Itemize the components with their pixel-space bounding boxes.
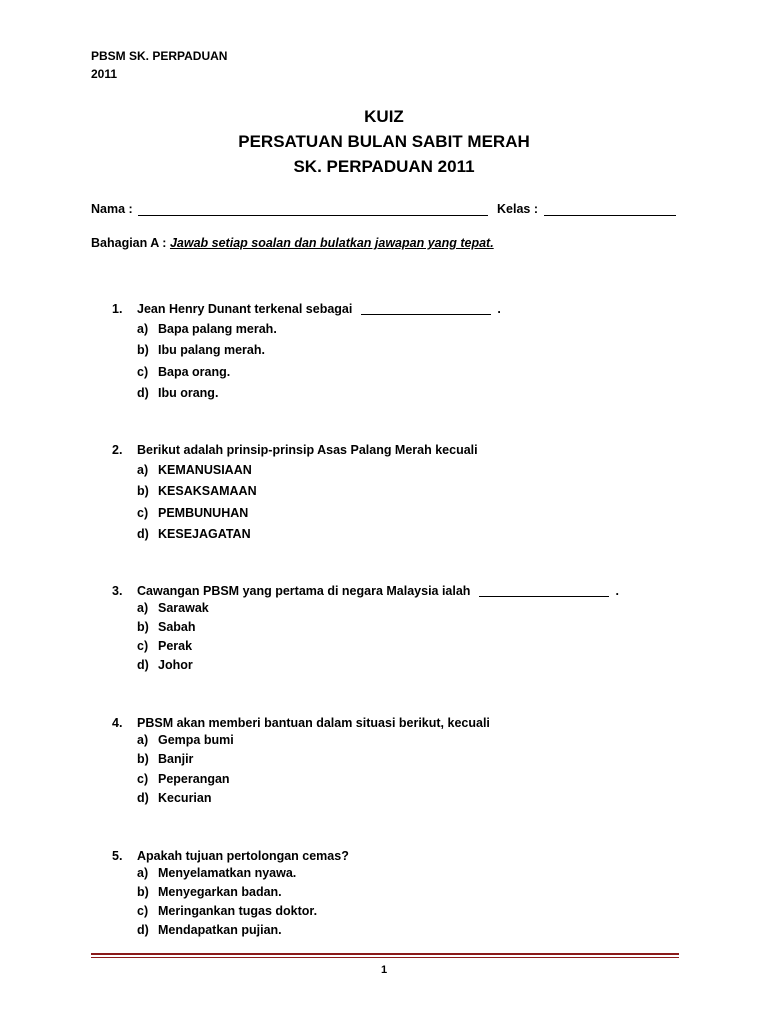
option-c[interactable] xyxy=(137,636,619,655)
option-d[interactable] xyxy=(137,789,490,809)
option-text: Mendapatkan pujian. xyxy=(158,922,282,937)
class-field-line[interactable] xyxy=(544,215,676,216)
option-text: KEMANUSIAAN xyxy=(158,462,252,477)
option-text: Kecurian xyxy=(158,791,212,806)
option-d[interactable] xyxy=(137,383,501,405)
question-number: 4. xyxy=(112,716,123,730)
option-text: Johor xyxy=(158,657,193,672)
option-b[interactable] xyxy=(137,617,619,636)
option-text: Ibu orang. xyxy=(158,386,219,401)
header-year: 2011 xyxy=(91,67,118,81)
section-instruction: Jawab setiap soalan dan bulatkan jawapan yang tepat. xyxy=(169,236,494,250)
option-letter: b) xyxy=(137,619,149,634)
option-text: Perak xyxy=(158,638,193,653)
option-text: Ibu palang merah. xyxy=(158,343,265,358)
footer-rule-thin xyxy=(91,957,679,958)
option-letter: a) xyxy=(137,865,149,880)
answer-blank[interactable] xyxy=(479,584,609,597)
option-b[interactable] xyxy=(137,481,478,503)
question-2 xyxy=(112,443,478,545)
option-letter: a) xyxy=(137,321,149,336)
option-text: Peperangan xyxy=(158,771,230,786)
option-text: Bapa orang. xyxy=(158,364,231,379)
option-text: Banjir xyxy=(158,752,194,767)
question-text: Cawangan PBSM yang pertama di negara Malaysia ialah xyxy=(137,584,471,598)
option-c[interactable] xyxy=(137,502,478,524)
name-label: Nama : xyxy=(91,202,133,216)
option-list xyxy=(137,598,619,674)
option-list xyxy=(137,730,490,808)
question-suffix: . xyxy=(615,584,619,598)
question-1 xyxy=(112,302,501,404)
question-stem xyxy=(112,443,478,457)
option-letter: b) xyxy=(137,484,149,499)
option-b[interactable] xyxy=(137,340,501,362)
header-org: PBSM SK. PERPADUAN xyxy=(91,49,228,63)
option-letter: d) xyxy=(137,527,149,542)
option-text: KESEJAGATAN xyxy=(158,527,251,542)
question-text: Apakah tujuan pertolongan cemas? xyxy=(137,849,349,863)
option-d[interactable] xyxy=(137,524,478,546)
option-text: Bapa palang merah. xyxy=(158,321,277,336)
option-letter: d) xyxy=(137,386,149,401)
question-number: 1. xyxy=(112,302,123,316)
question-number: 3. xyxy=(112,584,123,598)
option-d[interactable] xyxy=(137,920,349,939)
option-letter: c) xyxy=(137,364,149,379)
option-letter: c) xyxy=(137,903,149,918)
student-info-row xyxy=(91,200,691,220)
option-letter: d) xyxy=(137,791,149,806)
option-d[interactable] xyxy=(137,655,619,674)
question-number: 2. xyxy=(112,443,123,457)
option-text: Sabah xyxy=(158,619,196,634)
question-3 xyxy=(112,584,619,674)
option-list xyxy=(137,863,349,939)
question-stem xyxy=(112,302,501,316)
option-letter: c) xyxy=(137,771,149,786)
footer-rule xyxy=(91,953,679,955)
class-label: Kelas : xyxy=(497,202,538,216)
title-line-2: PERSATUAN BULAN SABIT MERAH xyxy=(238,132,530,151)
option-letter: b) xyxy=(137,884,149,899)
option-letter: d) xyxy=(137,922,149,937)
option-letter: d) xyxy=(137,657,149,672)
option-c[interactable] xyxy=(137,769,490,789)
title-line-1: KUIZ xyxy=(364,107,404,126)
option-c[interactable] xyxy=(137,361,501,383)
option-letter: b) xyxy=(137,343,149,358)
option-a[interactable] xyxy=(137,598,619,617)
question-4 xyxy=(112,716,490,808)
option-a[interactable] xyxy=(137,863,349,882)
option-list xyxy=(137,459,478,545)
option-text: PEMBUNUHAN xyxy=(158,505,249,520)
document-title xyxy=(0,104,768,179)
option-letter: c) xyxy=(137,638,149,653)
section-header xyxy=(91,236,494,250)
option-b[interactable] xyxy=(137,750,490,770)
option-c[interactable] xyxy=(137,901,349,920)
page-number: 1 xyxy=(380,964,388,976)
option-letter: a) xyxy=(137,732,149,747)
option-text: KESAKSAMAAN xyxy=(158,484,257,499)
option-letter: a) xyxy=(137,600,149,615)
option-a[interactable] xyxy=(137,459,478,481)
question-number: 5. xyxy=(112,849,123,863)
option-b[interactable] xyxy=(137,882,349,901)
option-a[interactable] xyxy=(137,730,490,750)
option-text: Menyegarkan badan. xyxy=(158,884,282,899)
option-letter: a) xyxy=(137,462,149,477)
question-text: PBSM akan memberi bantuan dalam situasi berikut, kecuali xyxy=(137,716,490,730)
name-field-line[interactable] xyxy=(138,215,488,216)
option-text: Sarawak xyxy=(158,600,209,615)
question-suffix: . xyxy=(497,302,501,316)
document-header xyxy=(91,47,227,83)
option-text: Menyelamatkan nyawa. xyxy=(158,865,297,880)
option-text: Meringankan tugas doktor. xyxy=(158,903,318,918)
answer-blank[interactable] xyxy=(361,302,491,315)
question-text: Berikut adalah prinsip-prinsip Asas Palang Merah kecuali xyxy=(137,443,478,457)
option-list xyxy=(137,318,501,404)
option-letter: c) xyxy=(137,505,149,520)
option-text: Gempa bumi xyxy=(158,732,234,747)
question-stem xyxy=(112,716,490,730)
question-text: Jean Henry Dunant terkenal sebagai xyxy=(137,302,353,316)
question-stem xyxy=(112,584,619,598)
title-line-3: SK. PERPADUAN 2011 xyxy=(293,157,475,176)
question-5 xyxy=(112,849,349,939)
question-stem xyxy=(112,849,349,863)
option-a[interactable] xyxy=(137,318,501,340)
section-label: Bahagian A : xyxy=(91,236,167,250)
option-letter: b) xyxy=(137,752,149,767)
